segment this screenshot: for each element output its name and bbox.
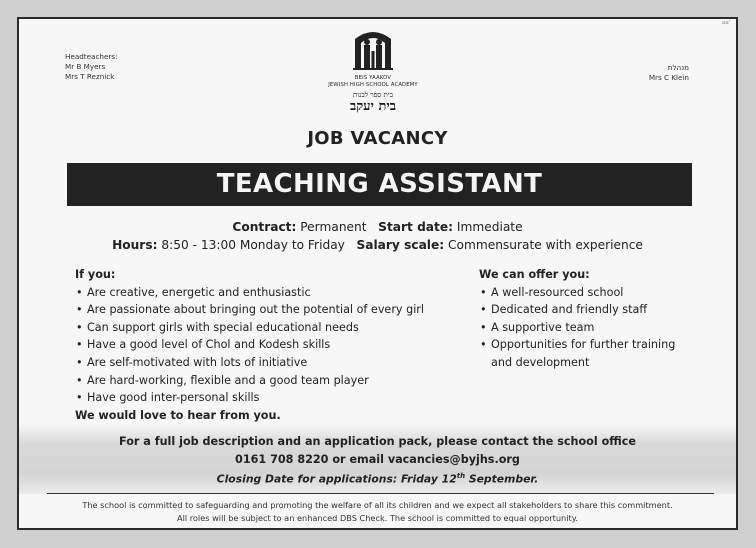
job-vacancy-heading: JOB VACANCY	[307, 128, 448, 149]
footer-divider	[47, 493, 714, 494]
headteachers-title: Headteachers:	[65, 52, 118, 61]
list-item: • Dedicated and friendly staff	[479, 301, 699, 319]
headteacher-name: Mrs T Reznick	[65, 72, 115, 81]
offers-column	[479, 266, 699, 372]
safeguarding-statement: The school is committed to safeguarding and promoting the welfare of all its children and we expect all stakeholders to share this commitment.	[82, 500, 673, 510]
school-logo	[323, 27, 423, 114]
principal-name: Mrs C Klein	[648, 73, 689, 82]
position-title-banner: TEACHING ASSISTANT	[67, 163, 692, 206]
principal-block	[649, 63, 689, 83]
page-mark: מס'	[721, 20, 730, 26]
list-item: • Are passionate about bringing out the potential of every girl	[75, 301, 495, 319]
offers-list	[479, 284, 699, 372]
terms-line-2	[19, 238, 736, 252]
school-crest-icon	[351, 27, 395, 71]
terms-line-1	[19, 220, 736, 234]
salary-value: Commensurate with experience	[448, 238, 643, 252]
list-item: • Opportunities for further training and development	[479, 336, 699, 371]
headteacher-name: Mr B Myers	[65, 62, 106, 71]
school-hebrew-name: בית יעקב	[349, 99, 397, 114]
requirements-list	[75, 284, 495, 407]
hours-label: Hours:	[112, 238, 158, 252]
list-item: • Are hard-working, flexible and a good team player	[75, 372, 495, 390]
offers-heading: We can offer you:	[479, 268, 590, 281]
closing-date	[19, 472, 736, 486]
start-date-value: Immediate	[456, 220, 523, 234]
principal-title: מנהלת	[667, 63, 689, 72]
salary-label: Salary scale:	[356, 238, 445, 252]
school-name-line1: BEIS YAAKOV	[354, 75, 392, 81]
contact-details: 0161 708 8220 or email vacancies@byjhs.org	[235, 453, 520, 466]
contract-label: Contract:	[232, 220, 297, 234]
list-item: • A supportive team	[479, 319, 699, 337]
requirements-column	[75, 266, 495, 424]
closing-date-prefix: Closing Date for applications: Friday 12	[216, 472, 457, 486]
school-hebrew-subtitle: בית ספר לבנות	[352, 91, 393, 99]
hours-value: 8:50 - 13:00 Monday to Friday	[161, 238, 345, 252]
start-date-label: Start date:	[378, 220, 453, 234]
closing-date-ordinal: th	[456, 472, 466, 480]
list-item: • Have good inter-personal skills	[75, 389, 495, 407]
school-name-line2: JEWISH HIGH SCHOOL ACADEMY	[328, 81, 418, 88]
requirements-closing: We would love to hear from you.	[75, 408, 281, 422]
job-advert	[17, 17, 738, 530]
list-item: • Can support girls with special educational needs	[75, 319, 495, 337]
contact-instructions: For a full job description and an application pack, please contact the school office	[119, 435, 636, 448]
list-item: • A well-resourced school	[479, 284, 699, 302]
closing-date-suffix: September.	[465, 472, 539, 486]
list-item: • Have a good level of Chol and Kodesh skills	[75, 336, 495, 354]
contract-value: Permanent	[300, 220, 367, 234]
list-item: • Are creative, energetic and enthusiastic	[75, 284, 495, 302]
headteachers-block	[65, 52, 118, 82]
dbs-statement: All roles will be subject to an enhanced DBS Check. The school is committed to equal opportunity.	[176, 513, 579, 523]
list-item: • Are self-motivated with lots of initiative	[75, 354, 495, 372]
requirements-heading: If you:	[75, 268, 116, 281]
